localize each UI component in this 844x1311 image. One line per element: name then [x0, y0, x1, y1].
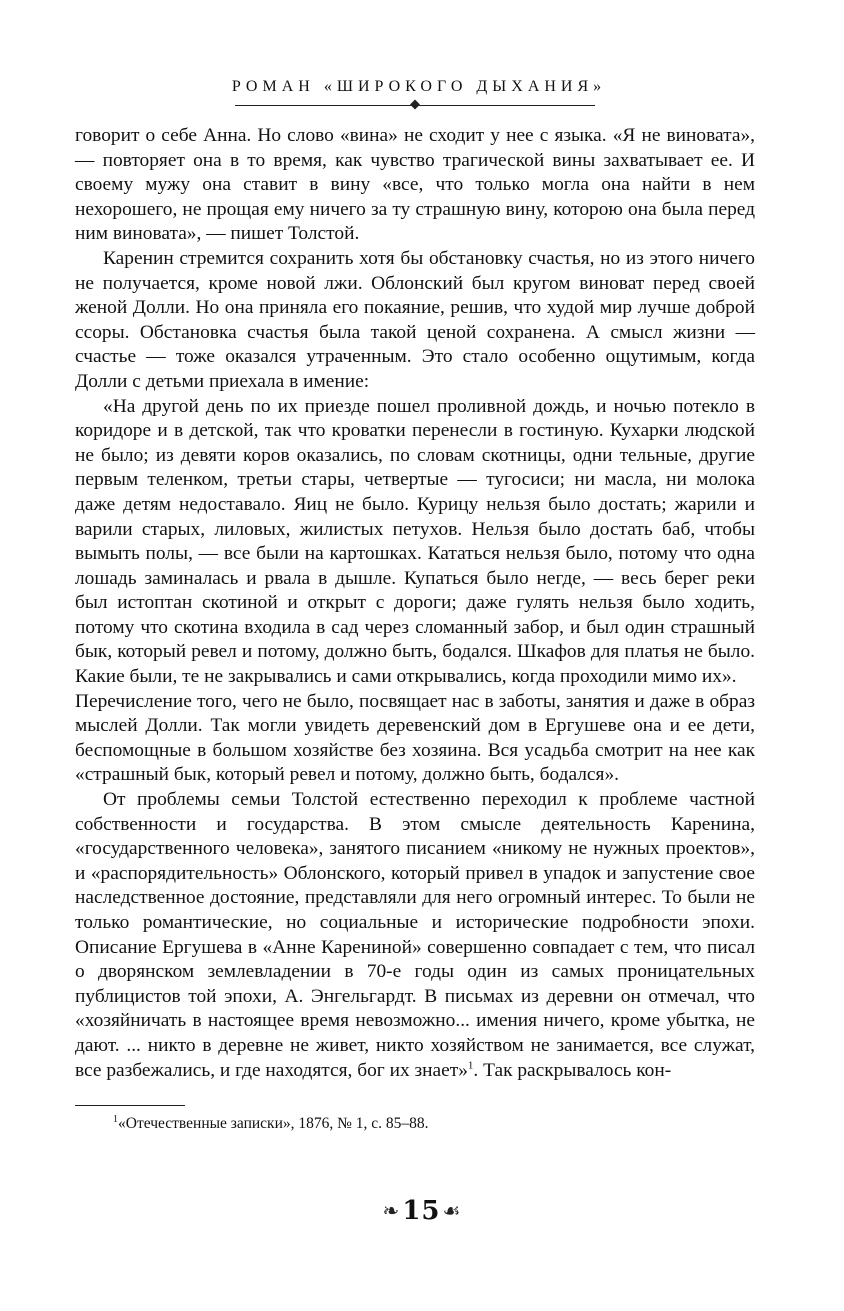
- footnote-text: «Отечественные записки», 1876, № 1, с. 85–88.: [118, 1115, 429, 1133]
- running-head-rule: [235, 100, 595, 110]
- footnote-mark: 1: [113, 1114, 118, 1125]
- paragraph-2: Каренин стремится сохранить хотя бы обстановку счастья, но из этого ничего не получается, кроме новой лжи. Облонский был кругом виноват перед своей женой Долли. Но она приняла его покаяние, решив, что худой мир лучше доброй ссоры. Обстановка счастья была такой ценой сохранена. А смысл жизни — счастье — тоже оказался утраченным. Это стало особенно ощутимым, когда Долли с детьми приехала в имение:: [75, 247, 755, 392]
- paragraph-5-tail: . Так раскрывалось кон-: [473, 1059, 672, 1081]
- body-text: [75, 124, 755, 1083]
- paragraph-5: [75, 788, 755, 1083]
- paragraph-3-quotation: «На другой день по их приезде пошел проливной дождь, и ночью потекло в коридоре и в детской, так что кроватки перенесли в гостиную. Кухарки людской не было; из девяти коров оказались, по словам скотницы, одни тельные, другие первым теленком, третьи стары, четвертые — тугосиси; ни масла, ни молока даже детям недоставало. Яиц не было. Курицу нельзя было достать; жарили и варили старых, лиловых, жилистых петухов. Нельзя было достать баб, чтобы вымыть полы, — все были на картошках. Кататься нельзя было, потому что одна лошадь заминалась и рвала в дышле. Купаться было негде, — весь берег реки был истоптан скотиной и открыт с дороги; даже гулять нельзя было ходить, потому что скотина входила в сад через сломанный забор, и был один страшный бык, который ревел и потому, должно быть, бодался. Шкафов для платья не было. Какие были, те не закрывались и сами открывались, когда проходили мимо их».: [75, 395, 755, 688]
- paragraph-4: Перечисление того, чего не было, посвящает нас в заботы, занятия и даже в образ мыслей Долли. Так могли увидеть деревенский дом в Ергушеве она и ее дети, беспомощные в большом хозяйстве без хозяина. Вся усадьба смотрит на нее как «страшный бык, который ревел и потому, должно быть, бодался».: [75, 690, 755, 786]
- footnote-reference[interactable]: 1: [467, 1059, 474, 1072]
- running-head: РОМАН «ШИРОКОГО ДЫХАНИЯ»: [231, 78, 607, 95]
- left-flourish-icon: ❧: [382, 1200, 401, 1223]
- footnote-rule: [75, 1105, 185, 1106]
- page-number: [0, 1194, 844, 1226]
- paragraph-1: говорит о себе Анна. Но слово «вина» не сходит у нее с языка. «Я не виновата», — повторяет она в то время, как чувство трагической вины захватывает ее. И своему мужу она ставит в вину «все, что только могла она найти в нем нехорошего, не прощая ему ничего за ту страшную вину, которою она была перед ним виновата», — пишет Толстой.: [75, 125, 755, 245]
- page-number-value: 15: [402, 1196, 441, 1227]
- right-flourish-icon: ☙: [442, 1200, 462, 1223]
- page: [75, 78, 755, 1134]
- rule-diamond-ornament: [410, 100, 420, 110]
- paragraph-5-text: От проблемы семьи Толстой естественно переходил к проблеме частной собственности и государства. В этом смысле деятельность Каренина, «государственного человека», занятого писанием «никому не нужных проектов», и «распорядительность» Облонского, который привел в упадок и запустение свое наследственное достояние, представляли для него огромный интерес. То были не только романтические, но социальные и исторические подробности эпохи. Описание Ергушева в «Анне Карениной» совершенно совпадает с тем, что писал о дворянском землевладении в 70-е годы один из самых проницательных публицистов той эпохи, А. Энгельгардт. В письмах из деревни он отмечал, что «хозяйничать в настоящее время невозможно... имения ничего, кроме убытка, не дают. ... никто в деревне не живет, никто хозяйством не занимается, все служат, все разбежались, и где находятся, бог их знает»: [75, 789, 755, 1081]
- footnote: [75, 1114, 755, 1134]
